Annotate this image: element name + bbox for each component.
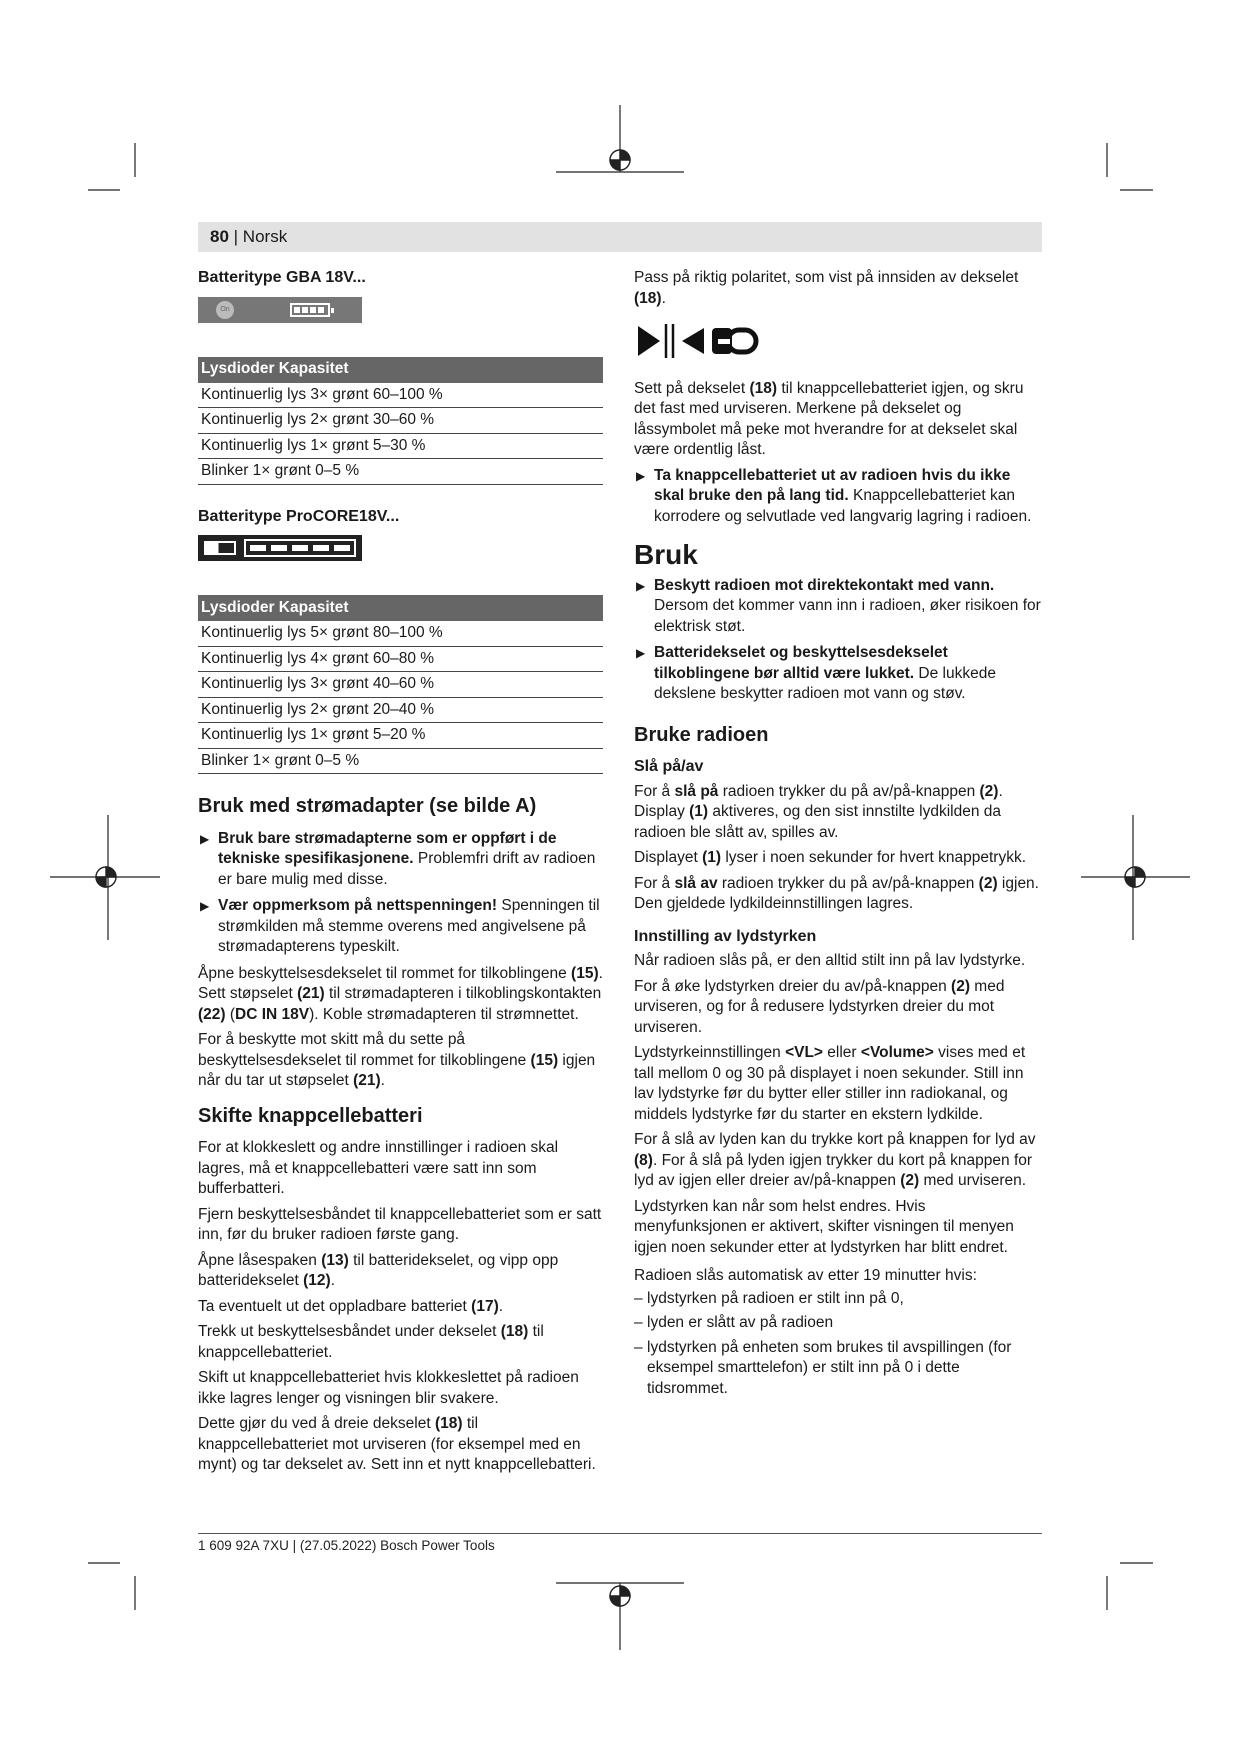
table-row: Kontinuerlig lys 2× grønt 30–60 %	[198, 408, 603, 434]
gba-title: Batteritype GBA 18V...	[198, 269, 366, 286]
table-row: Kontinuerlig lys 3× grønt 40–60 %	[198, 672, 603, 698]
table-row: Kontinuerlig lys 2× grønt 20–40 %	[198, 697, 603, 723]
adapter-paragraph-2: For å beskytte mot skitt må du sette på beskyttelsesdekselet til rommet for tilkoblingene (15) igjen når du tar ut støpselet (21).	[198, 1031, 596, 1089]
page-number: 80	[210, 227, 229, 246]
adapter-heading: Bruk med strømadapter (se bilde A)	[198, 795, 537, 817]
battery-small-icon	[204, 541, 236, 555]
volume-paragraph-1: Når radioen slås på, er den alltid stilt inn på lav lydstyrke.	[634, 952, 1026, 969]
coin-paragraph-7: Dette gjør du ved å dreie dekselet (18) til knappcellebatteriet mot urviseren (for eksempel med en mynt) og tar dekselet av. Sett inn et nytt knappcellebatteri.	[198, 1415, 596, 1473]
sla-paragraph-3: For å slå av radioen trykker du på av/på-knappen (2) igjen. Den gjeldede lydkildeinnstillingen lagres.	[634, 874, 1039, 912]
on-button-icon: On	[216, 301, 234, 319]
reset-paragraph: Sett på dekselet (18) til knappcellebatteriet igjen, og skru det fast med urviseren. Merkene på dekselet og låssymbolet må peke mot hverandre for at dekselet skal være ordentlig låst.	[634, 379, 1024, 458]
polarity-paragraph: Pass på riktig polaritet, som vist på innsiden av dekselet (18).	[634, 269, 1019, 307]
list-item: – lydstyrken på radioen er stilt inn på 0,	[634, 1289, 1042, 1310]
table-header: Lysdioder Kapasitet	[198, 357, 603, 383]
page-header: 80 | Norsk	[198, 222, 1042, 252]
coin-paragraph-2: Fjern beskyttelsesbåndet til knappcellebatteriet som er satt inn, før du bruker radioen første gang.	[198, 1205, 602, 1243]
volume-paragraph-5: Lydstyrken kan når som helst endres. Hvis menyfunksjonen er aktivert, skifter visningen til menyen igjen noen sekunder etter at lydstyrken har blitt endret.	[634, 1197, 1014, 1256]
table-row: Kontinuerlig lys 5× grønt 80–100 %	[198, 621, 603, 646]
sla-paragraph-2: Displayet (1) lyser i noen sekunder for hvert knappetrykk.	[634, 849, 1026, 866]
list-item: – lydstyrken på enheten som brukes til avspillingen (for eksempel smarttelefon) er stilt inn på 0 i dette tidsrommet.	[634, 1338, 1042, 1400]
page-language: Norsk	[242, 227, 288, 246]
coin-cell-heading: Skifte knappcellebatteri	[198, 1104, 423, 1127]
battery-segments-icon	[244, 539, 356, 557]
volume-paragraph-3: Lydstyrkeinnstillingen <VL> eller <Volume> vises med et tall mellom 0 og 30 på displayet i noen sekunder. Still inn lav lydstyrke før du bytter eller stiller inn radiokanal, og middels lydstyrke før du starter en ekstern lydkilde.	[634, 1044, 1026, 1123]
procore-title: Batteritype ProCORE18V...	[198, 507, 400, 525]
auto-off-intro: Radioen slås automatisk av etter 19 minutter hvis:	[634, 1267, 977, 1284]
table-row: Blinker 1× grønt 0–5 %	[198, 748, 603, 774]
page-footer: 1 609 92A 7XU | (27.05.2022) Bosch Power Tools	[198, 1538, 495, 1553]
list-item: – lyden er slått av på radioen	[634, 1313, 1042, 1334]
table-row: Kontinuerlig lys 4× grønt 60–80 %	[198, 646, 603, 672]
cover-warning: ▶ Batteridekselet og beskyttelsesdekselet tilkoblingene bør alltid være lukket. De lukkede dekslene beskytter radioen mot vann og støv.	[634, 643, 1042, 705]
adapter-warning-1: ▶ Bruk bare strømadapterne som er oppført i de tekniske spesifikasjonene. Problemfri drift av radioen er bare mulig med disse.	[198, 829, 603, 891]
table-header: Lysdioder Kapasitet	[198, 595, 603, 621]
coin-cell-warning: ▶ Ta knappcellebatteriet ut av radioen hvis du ikke skal bruke den på lang tid. Knappcellebatteriet kan korrodere og selvutlade ved langvarig lagring i radioen.	[634, 466, 1042, 528]
battery-icon	[290, 303, 330, 317]
volume-paragraph-2: For å øke lydstyrken dreier du av/på-knappen (2) med urviseren, og for å redusere lydstyrken dreier du mot urviseren.	[634, 977, 1005, 1036]
gba-battery-indicator	[198, 297, 362, 323]
footer-divider	[198, 1533, 1042, 1534]
adapter-warning-2: ▶ Vær oppmerksom på nettspenningen! Spenningen til strømkilden må stemme overens med angivelsene på strømadapterens typeskilt.	[198, 896, 603, 958]
right-column	[634, 268, 1042, 1403]
coin-paragraph-5: Trekk ut beskyttelsesbåndet under dekselet (18) til knappcellebatteriet.	[198, 1323, 544, 1361]
gba-capacity-table	[198, 357, 603, 485]
bruke-radioen-heading: Bruke radioen	[634, 723, 769, 746]
table-row: Blinker 1× grønt 0–5 %	[198, 459, 603, 485]
water-warning: ▶ Beskytt radioen mot direktekontakt med vann. Dersom det kommer vann inn i radioen, øker risikoen for elektrisk støt.	[634, 576, 1042, 638]
coin-paragraph-3: Åpne låsespaken (13) til batteridekselet, og vipp opp batteridekselet (12).	[198, 1251, 559, 1289]
procore-capacity-table	[198, 595, 603, 774]
sla-paragraph-1: For å slå på radioen trykker du på av/på-knappen (2). Display (1) aktiveres, og den sist innstilte lydkilden da radioen ble slått av, spilles av.	[634, 782, 1003, 841]
coin-paragraph-6: Skift ut knappcellebatteriet hvis klokkeslettet på radioen ikke lagres lenger og visningen blir svakere.	[198, 1369, 579, 1407]
left-column	[198, 268, 603, 1481]
table-row: Kontinuerlig lys 1× grønt 5–30 %	[198, 433, 603, 459]
volume-heading: Innstilling av lydstyrken	[634, 927, 817, 945]
bruk-heading: Bruk	[634, 539, 698, 570]
lock-symbol-icon	[634, 320, 774, 362]
coin-paragraph-1: For at klokkeslett og andre innstillinger i radioen skal lagres, må et knappcellebatteri være satt inn som bufferbatteri.	[198, 1139, 559, 1197]
adapter-paragraph-1: Åpne beskyttelsesdekselet til rommet for tilkoblingene (15). Sett støpselet (21) til strømadapteren i tilkoblingskontakten (22) (DC IN 18V). Koble strømadapteren til strømnettet.	[198, 964, 603, 1023]
table-row: Kontinuerlig lys 3× grønt 60–100 %	[198, 383, 603, 408]
table-row: Kontinuerlig lys 1× grønt 5–20 %	[198, 723, 603, 749]
procore-battery-indicator	[198, 535, 362, 561]
coin-paragraph-4: Ta eventuelt ut det oppladbare batteriet (17).	[198, 1297, 504, 1315]
volume-paragraph-4: For å slå av lyden kan du trykke kort på knappen for lyd av (8). For å slå på lyden igjen trykker du kort på knappen for lyd av igjen eller dreier av/på-knappen (2) med urviseren.	[634, 1131, 1036, 1189]
sla-pa-av-heading: Slå på/av	[634, 758, 704, 775]
